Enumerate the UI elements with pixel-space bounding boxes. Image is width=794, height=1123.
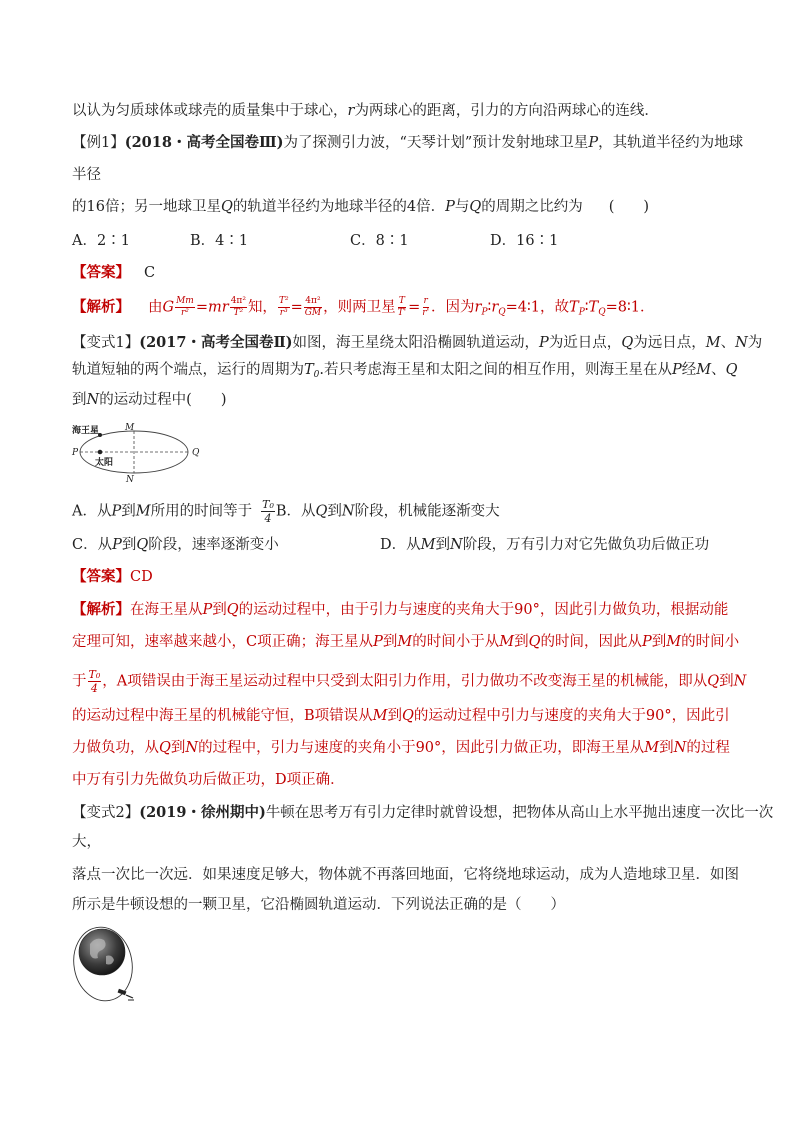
var-N: N: [86, 392, 100, 408]
analysis-text: 的过程中，引力与速度的夹角小于90°，因此引力做正功，即海王星从: [198, 740, 645, 756]
var-N: N: [341, 503, 355, 520]
question-text: 落点一次比一次远．如果速度足够大，物体就不再落回地面，它将绕地球运动，成为人造地球卫星．如图: [72, 867, 739, 883]
label-N: N: [126, 475, 134, 484]
subscript: Q: [498, 307, 506, 318]
frac-num: r: [423, 296, 428, 306]
intro-line: [72, 101, 659, 121]
var-M: M: [666, 634, 682, 650]
frac-den: 4: [90, 682, 98, 695]
fraction-4pi2-GM: [304, 296, 322, 319]
var-r: r: [491, 299, 499, 316]
fraction-T0-4: [88, 668, 102, 695]
orbit-diagram: [70, 418, 210, 484]
analysis-text: 到: [514, 634, 529, 650]
frac-num: 4π²: [305, 296, 321, 306]
question-text: .若只考虑海王星和太阳之间的相互作用，则海王星在从: [319, 362, 673, 378]
var-P: P: [202, 602, 213, 618]
option-text: 阶段，速率逐渐变小: [148, 537, 279, 553]
answer-value: CD: [130, 569, 153, 585]
question-text: 到: [72, 392, 87, 408]
variant2-question: [72, 803, 773, 823]
analysis-text: 于: [72, 673, 87, 690]
question-text: ，其轨道半径约为地球: [598, 135, 744, 151]
option-d: D．16∶1: [490, 233, 559, 249]
variant-tag: 【变式2】: [72, 805, 140, 821]
frac-den: GM: [304, 308, 322, 318]
analysis-label: 【解析】: [72, 601, 130, 618]
analysis-text: 的运动过程中海王星的机械能守恒，B项错误从: [72, 708, 373, 724]
var-Q: Q: [725, 362, 738, 378]
subscript: P: [578, 307, 585, 318]
analysis-text: 到: [387, 708, 403, 724]
variant1-option-ab: [72, 498, 500, 525]
analysis-text: 到: [212, 602, 227, 618]
frac-num: 4π²: [230, 296, 246, 306]
frac-den: r': [422, 308, 430, 318]
variant1-analysis-2: [72, 632, 739, 652]
var-M: M: [696, 362, 712, 378]
example1-analysis: [72, 296, 654, 323]
var-N: N: [673, 740, 687, 756]
answer-label: 【答案】: [72, 568, 130, 585]
answer-value: C: [144, 265, 156, 281]
question-text: 与: [454, 199, 470, 215]
option-text: 阶段，机械能逐渐变大: [354, 503, 500, 520]
option-text: 到: [121, 537, 137, 553]
variant-source: (2017・高考全国卷Ⅱ): [139, 334, 293, 351]
answer-paren: ( ): [608, 199, 650, 215]
var-Q: Q: [707, 673, 720, 690]
answer-label: 【答案】: [72, 264, 130, 281]
option-b: B．从: [275, 503, 316, 520]
subscript: Q: [598, 307, 606, 318]
analysis-text: 的过程: [686, 740, 730, 756]
example-tag: 【例1】: [72, 135, 125, 151]
var-Q: Q: [136, 537, 149, 553]
variant1-question-cont: [72, 360, 738, 385]
analysis-text: 由: [148, 299, 163, 316]
question-text: 的轨道半径约为地球半径的4倍．: [232, 199, 446, 215]
option-text: 到: [327, 503, 342, 520]
label-P: P: [72, 448, 79, 458]
var-N: N: [733, 673, 747, 690]
variant1-question-cont2: [72, 390, 227, 410]
example1-question: [72, 133, 743, 153]
question-text: 轨道短轴的两个端点，运行的周期为: [72, 362, 304, 378]
frac-den: r²: [181, 308, 189, 318]
analysis-text: 到: [659, 740, 674, 756]
analysis-text: ，则两卫星: [323, 299, 396, 316]
example1-question-cont: [72, 165, 101, 185]
analysis-text: ．因为: [431, 299, 475, 316]
variant2-question-cont2: [72, 865, 739, 885]
var-Q: Q: [159, 740, 171, 756]
var-P: P: [445, 199, 455, 215]
fraction-T2-r3: [278, 296, 290, 319]
analysis-text: 在海王星从: [130, 602, 203, 618]
var-N: N: [185, 740, 199, 756]
var-Q: Q: [528, 634, 541, 650]
analysis-text: 力做负功，从: [72, 740, 159, 756]
var-P: P: [539, 335, 549, 351]
variant1-question: [72, 333, 762, 353]
question-text: 大，: [72, 834, 101, 850]
var-P: P: [588, 135, 599, 151]
question-text: 经: [681, 362, 697, 378]
variant-tag: 【变式1】: [72, 335, 140, 351]
variant2-question-cont: [72, 832, 101, 852]
var-P: P: [373, 634, 383, 650]
var-P: P: [112, 537, 122, 553]
variant1-option-c: [72, 535, 279, 555]
intro-text: 以认为匀质球体或球壳的质量集中于球心，: [72, 103, 348, 119]
equation-part: =mr: [195, 299, 229, 316]
question-text: 、: [720, 335, 736, 351]
variant1-analysis-6: [72, 770, 345, 790]
label-M: M: [125, 423, 135, 433]
variant1-analysis-1: [72, 600, 728, 620]
earth-satellite-figure: [70, 922, 142, 1006]
analysis-text: 的运动过程中引力与速度的夹角大于90°，因此引: [413, 708, 730, 724]
option-b: B．4∶1: [190, 233, 249, 249]
variant-source: (2019・徐州期中): [139, 804, 266, 821]
variant2-question-cont3: [72, 895, 565, 915]
example-source: (2018・高考全国卷Ⅲ): [124, 134, 284, 151]
var-T: T: [588, 299, 599, 316]
var-P: P: [641, 634, 652, 650]
analysis-text: 的运动过程中，由于引力与速度的夹角大于90°，因此引力做负功，根据动能: [238, 602, 729, 618]
frac-den: T': [397, 308, 407, 318]
analysis-text: 中万有引力先做负功后做正功，D项正确．: [72, 772, 345, 788]
satellite-icon: [118, 989, 134, 1000]
analysis-text: 到: [651, 634, 667, 650]
var-M: M: [420, 537, 436, 553]
colon: ∶: [584, 299, 589, 316]
var-M: M: [397, 634, 413, 650]
frac-num: T²: [278, 296, 289, 306]
var-Q: Q: [621, 335, 634, 351]
variant1-analysis-4: [72, 706, 730, 726]
variant1-analysis-3: [72, 668, 746, 695]
var-Q: Q: [226, 602, 239, 618]
question-text: 如图，海王星绕太阳沿椭圆轨道运动，: [292, 335, 540, 351]
analysis-text: 的时间小: [681, 634, 740, 650]
option-c: C．从: [72, 537, 113, 553]
earth-globe: [79, 929, 125, 975]
analysis-label: 【解析】: [72, 298, 130, 316]
subscript: 0: [313, 370, 320, 380]
analysis-text: 到: [382, 634, 398, 650]
var-P: P: [672, 362, 682, 378]
frac-num: T: [398, 296, 405, 306]
var-M: M: [135, 503, 151, 520]
var-M: M: [705, 335, 721, 351]
fraction-T0-4: [261, 498, 275, 525]
analysis-text: 到: [170, 740, 186, 756]
label-neptune: 海王星: [72, 426, 100, 436]
example1-answer: [72, 263, 155, 283]
variant1-analysis-5: [72, 738, 730, 758]
option-text: 到: [121, 503, 136, 520]
var-N: N: [735, 335, 748, 351]
frac-num: T₀: [262, 498, 274, 511]
example1-question-cont2: [72, 197, 649, 217]
equals: =: [290, 299, 303, 316]
option-c: C．8∶1: [350, 233, 409, 249]
var-T: T: [569, 299, 579, 316]
question-text: 为: [747, 335, 763, 351]
analysis-text: =8∶1．: [605, 299, 655, 316]
var-Q: Q: [220, 199, 233, 215]
var-Q: Q: [315, 503, 328, 520]
colon: ∶: [487, 299, 492, 316]
analysis-text: 知，: [247, 299, 277, 316]
question-text: 为远日点，: [633, 335, 706, 351]
question-text: 的周期之比约为: [481, 199, 583, 215]
label-Q: Q: [192, 448, 200, 458]
var-N: N: [450, 537, 463, 553]
subscript: P: [481, 307, 488, 318]
var-M: M: [644, 740, 660, 756]
option-d: D．从: [380, 537, 421, 553]
fraction-4pi2-T2: [230, 296, 247, 319]
intro-text-end: 为两球心的距离，引力的方向沿两球心的连线．: [354, 103, 659, 119]
question-text: 的运动过程中( ): [99, 392, 227, 408]
variant1-answer: [72, 567, 153, 587]
var-Q: Q: [469, 199, 482, 215]
variant1-option-d: [380, 535, 709, 555]
var-r: r: [474, 299, 482, 316]
sun-dot: [98, 450, 103, 455]
frac-num: T₀: [88, 668, 101, 681]
frac-den: r³: [279, 308, 288, 318]
analysis-text: 定理可知，速率越来越小，C项正确；海王星从: [72, 634, 374, 650]
analysis-text: 到: [719, 673, 734, 690]
question-text: 、: [711, 362, 726, 378]
var-P: P: [111, 503, 122, 520]
option-a: A．从: [72, 503, 112, 520]
label-sun: 太阳: [95, 458, 114, 468]
question-text: 为近日点，: [548, 335, 622, 351]
frac-num: Mm: [176, 296, 194, 306]
analysis-text: =4∶1，故: [505, 299, 570, 316]
analysis-text: ，A项错误由于海王星运动过程中只受到太阳引力作用，引力做功不改变海王星的机械能，即从: [102, 673, 708, 690]
option-a: A．2∶1: [72, 233, 130, 249]
analysis-text: 的时间，因此从: [540, 634, 642, 650]
var-G: G: [162, 299, 175, 316]
question-text: 为了探测引力波，“天琴计划”预计发射地球卫星: [283, 135, 589, 151]
analysis-text: 的时间小于从: [412, 634, 500, 650]
option-text: 所用的时间等于: [150, 503, 253, 520]
option-text: 阶段，万有引力对它先做负功后做正功: [462, 537, 710, 553]
equals: =: [408, 299, 421, 316]
var-M: M: [499, 634, 515, 650]
fraction-T-T: [397, 296, 407, 319]
var-r: r: [347, 103, 355, 119]
fraction-Mm-r2: [175, 296, 195, 319]
fraction-r-r: [421, 296, 430, 319]
var-M: M: [372, 708, 388, 724]
question-text: 所示是牛顿设想的一颗卫星，它沿椭圆轨道运动．下列说法正确的是（ ）: [72, 897, 565, 913]
var-Q: Q: [402, 708, 414, 724]
var-T: T: [304, 362, 314, 378]
frac-den: 4: [264, 512, 272, 525]
question-text: 牛顿在思考万有引力定律时就曾设想，把物体从高山上水平抛出速度一次比一次: [265, 805, 774, 821]
question-text: 的16倍；另一地球卫星: [72, 199, 221, 215]
question-text: 半径: [72, 167, 101, 183]
option-text: 到: [435, 537, 450, 553]
frac-den: T²: [233, 308, 244, 318]
